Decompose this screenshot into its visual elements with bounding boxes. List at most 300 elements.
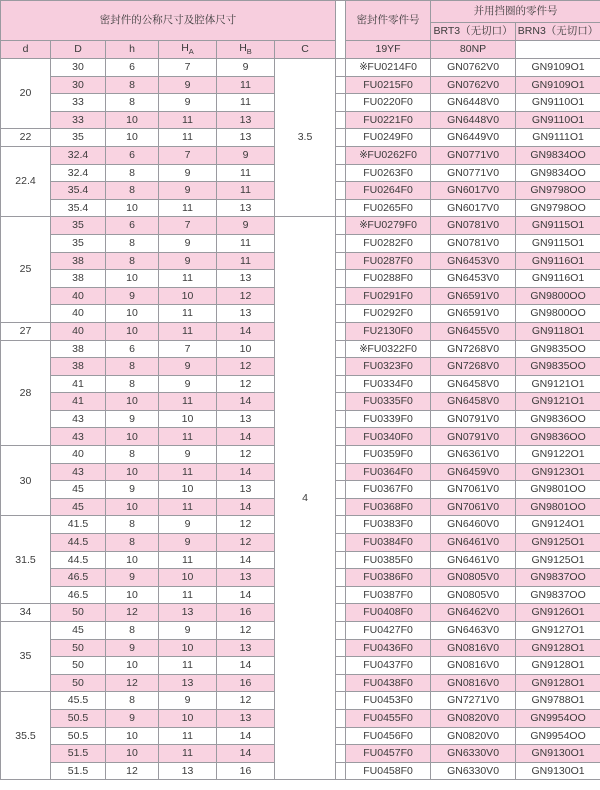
- cell-D: 35: [51, 129, 106, 147]
- cell-D: 43: [51, 463, 106, 481]
- cell-brn3: GN9125O1: [516, 534, 600, 552]
- cell-brt3: GN0771V0: [431, 164, 516, 182]
- cell-h: 10: [106, 463, 159, 481]
- cell-h: 8: [106, 622, 159, 640]
- spacer-cell: [336, 446, 346, 464]
- spacer-cell: [336, 745, 346, 763]
- cell-brn3: GN9836OO: [516, 410, 600, 428]
- cell-HA: 11: [159, 111, 217, 129]
- note-mark-icon: ※: [359, 61, 367, 73]
- cell-brt3: GN7268V0: [431, 340, 516, 358]
- header-col-h: h: [106, 41, 159, 59]
- cell-brt3: GN6330V0: [431, 762, 516, 780]
- part-number-text: FU0457F0: [363, 747, 413, 759]
- cell-HA: 11: [159, 199, 217, 217]
- part-number-text: FU0335F0: [363, 395, 413, 407]
- spacer-cell: [336, 164, 346, 182]
- cell-brt3: GN6448V0: [431, 94, 516, 112]
- cell-part-number: [346, 270, 431, 288]
- cell-h: 8: [106, 375, 159, 393]
- cell-part-number: [346, 709, 431, 727]
- cell-HA: 9: [159, 94, 217, 112]
- spacer-cell: [336, 76, 346, 94]
- cell-part-number: [346, 692, 431, 710]
- cell-brn3: GN9128O1: [516, 639, 600, 657]
- cell-HA: 9: [159, 516, 217, 534]
- cell-HA: 13: [159, 674, 217, 692]
- cell-HB: 12: [217, 358, 275, 376]
- cell-HA: 7: [159, 217, 217, 235]
- spacer-cell: [336, 305, 346, 323]
- cell-HB: 13: [217, 305, 275, 323]
- cell-brt3: GN6459V0: [431, 463, 516, 481]
- cell-part-number: [346, 463, 431, 481]
- cell-D: 38: [51, 340, 106, 358]
- cell-brn3: GN9111O1: [516, 129, 600, 147]
- cell-D: 30: [51, 76, 106, 94]
- cell-D: 50: [51, 639, 106, 657]
- cell-HA: 7: [159, 146, 217, 164]
- cell-brt3: GN7268V0: [431, 358, 516, 376]
- part-number-text: FU0265F0: [363, 202, 413, 214]
- cell-part-number: [346, 428, 431, 446]
- cell-part-number: [346, 410, 431, 428]
- cell-part-number: [346, 234, 431, 252]
- cell-D: 40: [51, 322, 106, 340]
- cell-brn3: GN9837OO: [516, 586, 600, 604]
- cell-D: 45.5: [51, 692, 106, 710]
- cell-HA: 10: [159, 287, 217, 305]
- cell-brn3: GN9837OO: [516, 569, 600, 587]
- cell-HB: 14: [217, 586, 275, 604]
- cell-D: 38: [51, 252, 106, 270]
- cell-HB: 16: [217, 604, 275, 622]
- cell-HB: 12: [217, 375, 275, 393]
- cell-brt3: GN0816V0: [431, 657, 516, 675]
- cell-HA: 11: [159, 393, 217, 411]
- part-number-text: FU0383F0: [363, 518, 413, 530]
- cell-part-number: [346, 199, 431, 217]
- spacer-cell: [336, 410, 346, 428]
- cell-brn3: GN9954OO: [516, 727, 600, 745]
- cell-HB: 14: [217, 428, 275, 446]
- cell-h: 9: [106, 287, 159, 305]
- cell-part-number: [346, 322, 431, 340]
- part-number-text: FU0282F0: [363, 237, 413, 249]
- part-number-text: FU0279F0: [367, 219, 417, 231]
- cell-h: 10: [106, 199, 159, 217]
- spacer-cell: [336, 393, 346, 411]
- cell-part-number: [346, 146, 431, 164]
- cell-brn3: GN9800OO: [516, 287, 600, 305]
- cell-D: 50: [51, 657, 106, 675]
- cell-brn3: GN9834OO: [516, 164, 600, 182]
- table-body: [1, 59, 600, 780]
- cell-d: 35.5: [1, 692, 51, 780]
- cell-HB: 13: [217, 410, 275, 428]
- cell-D: 50.5: [51, 727, 106, 745]
- cell-HA: 11: [159, 745, 217, 763]
- header-brn3-sub: 80NP: [431, 41, 516, 59]
- header-brt3: BRT3（无切口）: [431, 23, 516, 41]
- cell-d: 31.5: [1, 516, 51, 604]
- cell-brt3: GN0816V0: [431, 674, 516, 692]
- cell-part-number: [346, 762, 431, 780]
- cell-HB: 12: [217, 516, 275, 534]
- cell-HB: 12: [217, 692, 275, 710]
- cell-HA: 9: [159, 622, 217, 640]
- cell-h: 9: [106, 569, 159, 587]
- cell-d: 28: [1, 340, 51, 446]
- spacer-cell: [336, 498, 346, 516]
- header-col-HB-base: H: [239, 42, 247, 54]
- part-number-text: FU0249F0: [363, 131, 413, 143]
- cell-brt3: GN6361V0: [431, 446, 516, 464]
- spacer-cell: [336, 94, 346, 112]
- cell-brn3: GN9115O1: [516, 234, 600, 252]
- header-col-D: D: [51, 41, 106, 59]
- cell-h: 6: [106, 146, 159, 164]
- part-number-text: FU0220F0: [363, 96, 413, 108]
- cell-brt3: GN6017V0: [431, 182, 516, 200]
- cell-part-number: [346, 622, 431, 640]
- cell-HB: 12: [217, 287, 275, 305]
- cell-part-number: [346, 305, 431, 323]
- part-number-text: FU2130F0: [363, 325, 413, 337]
- cell-h: 10: [106, 551, 159, 569]
- cell-brn3: GN9125O1: [516, 551, 600, 569]
- cell-HA: 11: [159, 428, 217, 446]
- cell-D: 50.5: [51, 709, 106, 727]
- cell-brt3: GN0781V0: [431, 217, 516, 235]
- cell-brn3: GN9118O1: [516, 322, 600, 340]
- cell-HA: 9: [159, 375, 217, 393]
- part-number-text: FU0436F0: [363, 642, 413, 654]
- cell-brt3: GN6453V0: [431, 252, 516, 270]
- part-number-text: FU0408F0: [363, 606, 413, 618]
- spacer-cell: [336, 622, 346, 640]
- cell-D: 44.5: [51, 534, 106, 552]
- cell-part-number: [346, 657, 431, 675]
- cell-part-number: [346, 287, 431, 305]
- cell-HB: 16: [217, 762, 275, 780]
- spacer-cell: [336, 586, 346, 604]
- cell-brn3: GN9116O1: [516, 252, 600, 270]
- spacer-cell: [336, 762, 346, 780]
- spacer-cell: [336, 217, 346, 235]
- part-number-text: FU0339F0: [363, 413, 413, 425]
- cell-brt3: GN6458V0: [431, 393, 516, 411]
- cell-HB: 11: [217, 252, 275, 270]
- cell-h: 12: [106, 762, 159, 780]
- cell-HA: 9: [159, 534, 217, 552]
- cell-brt3: GN7061V0: [431, 498, 516, 516]
- part-number-text: FU0453F0: [363, 694, 413, 706]
- cell-HA: 7: [159, 340, 217, 358]
- note-mark-icon: ※: [359, 219, 367, 231]
- cell-brn3: GN9109O1: [516, 59, 600, 77]
- cell-h: 8: [106, 358, 159, 376]
- cell-part-number: [346, 446, 431, 464]
- spacer-cell: [336, 709, 346, 727]
- cell-d: 22.4: [1, 146, 51, 216]
- cell-D: 41: [51, 375, 106, 393]
- cell-part-number: [346, 586, 431, 604]
- part-number-text: FU0438F0: [363, 677, 413, 689]
- cell-part-number: [346, 358, 431, 376]
- cell-HA: 9: [159, 182, 217, 200]
- spacer-cell: [336, 481, 346, 499]
- cell-brt3: GN0805V0: [431, 586, 516, 604]
- cell-HA: 9: [159, 446, 217, 464]
- part-number-text: FU0215F0: [363, 79, 413, 91]
- cell-part-number: [346, 182, 431, 200]
- header-row-symbols: [1, 41, 600, 59]
- cell-D: 38: [51, 358, 106, 376]
- cell-brt3: GN6449V0: [431, 129, 516, 147]
- spacer-cell: [336, 639, 346, 657]
- cell-h: 10: [106, 270, 159, 288]
- spacer-cell: [336, 270, 346, 288]
- cell-h: 9: [106, 709, 159, 727]
- cell-brn3: GN9116O1: [516, 270, 600, 288]
- spacer-cell: [336, 59, 346, 77]
- cell-d: 27: [1, 322, 51, 340]
- cell-HB: 13: [217, 709, 275, 727]
- cell-D: 40: [51, 446, 106, 464]
- cell-HB: 16: [217, 674, 275, 692]
- cell-h: 10: [106, 393, 159, 411]
- cell-HA: 10: [159, 569, 217, 587]
- cell-HB: 12: [217, 622, 275, 640]
- cell-brt3: GN6461V0: [431, 534, 516, 552]
- cell-brt3: GN6017V0: [431, 199, 516, 217]
- cell-brt3: GN6591V0: [431, 287, 516, 305]
- cell-HA: 10: [159, 481, 217, 499]
- spacer-cell: [336, 111, 346, 129]
- cell-brn3: GN9123O1: [516, 463, 600, 481]
- cell-h: 9: [106, 639, 159, 657]
- cell-d: 34: [1, 604, 51, 622]
- table-head: [1, 1, 600, 59]
- part-number-text: FU0291F0: [363, 290, 413, 302]
- cell-HA: 10: [159, 709, 217, 727]
- cell-HB: 9: [217, 146, 275, 164]
- part-number-text: FU0292F0: [363, 307, 413, 319]
- cell-brn3: GN9122O1: [516, 446, 600, 464]
- cell-D: 30: [51, 59, 106, 77]
- cell-HB: 14: [217, 498, 275, 516]
- header-group-backup-ring: 并用挡圈的零件号: [431, 1, 600, 23]
- cell-HB: 13: [217, 569, 275, 587]
- cell-h: 9: [106, 481, 159, 499]
- cell-D: 50: [51, 604, 106, 622]
- cell-part-number: [346, 252, 431, 270]
- cell-C: 3.5: [275, 59, 336, 217]
- part-number-text: FU0334F0: [363, 378, 413, 390]
- cell-brt3: GN0771V0: [431, 146, 516, 164]
- spacer-cell: [336, 534, 346, 552]
- part-number-text: FU0322F0: [367, 343, 417, 355]
- cell-brt3: GN6453V0: [431, 270, 516, 288]
- cell-brn3: GN9115O1: [516, 217, 600, 235]
- cell-h: 10: [106, 498, 159, 516]
- cell-part-number: [346, 129, 431, 147]
- spacer-cell: [336, 129, 346, 147]
- cell-HA: 11: [159, 270, 217, 288]
- cell-D: 51.5: [51, 762, 106, 780]
- cell-brn3: GN9110O1: [516, 94, 600, 112]
- part-number-text: FU0367F0: [363, 483, 413, 495]
- cell-HB: 14: [217, 393, 275, 411]
- spacer-cell: [336, 146, 346, 164]
- header-brn3: BRN3（无切口）: [516, 23, 600, 41]
- sheet-bottom-margin: [0, 780, 600, 790]
- cell-h: 8: [106, 182, 159, 200]
- cell-brn3: GN9798OO: [516, 182, 600, 200]
- cell-HB: 13: [217, 129, 275, 147]
- cell-part-number: [346, 164, 431, 182]
- cell-h: 8: [106, 76, 159, 94]
- header-group-nominal-dimensions: 密封件的公称尺寸及腔体尺寸: [1, 1, 336, 41]
- cell-D: 41.5: [51, 516, 106, 534]
- spacer-cell: [336, 569, 346, 587]
- header-col-d: d: [1, 41, 51, 59]
- cell-brn3: GN9126O1: [516, 604, 600, 622]
- cell-part-number: [346, 94, 431, 112]
- part-number-text: FU0384F0: [363, 536, 413, 548]
- cell-part-number: [346, 340, 431, 358]
- cell-brt3: GN0781V0: [431, 234, 516, 252]
- table-row: [1, 217, 600, 235]
- header-part-number: 密封件零件号: [346, 1, 431, 41]
- cell-HB: 14: [217, 727, 275, 745]
- cell-HB: 12: [217, 534, 275, 552]
- cell-brt3: GN0805V0: [431, 569, 516, 587]
- cell-HA: 13: [159, 762, 217, 780]
- cell-h: 10: [106, 657, 159, 675]
- part-number-text: FU0386F0: [363, 571, 413, 583]
- spacer-cell: [336, 375, 346, 393]
- spacer-column: [336, 1, 346, 59]
- cell-part-number: [346, 639, 431, 657]
- part-number-text: FU0427F0: [363, 624, 413, 636]
- spacer-cell: [336, 692, 346, 710]
- cell-part-number: [346, 604, 431, 622]
- cell-D: 35: [51, 234, 106, 252]
- cell-h: 10: [106, 111, 159, 129]
- cell-HA: 11: [159, 727, 217, 745]
- cell-HB: 13: [217, 111, 275, 129]
- cell-brn3: GN9836OO: [516, 428, 600, 446]
- cell-D: 33: [51, 94, 106, 112]
- cell-brt3: GN0820V0: [431, 727, 516, 745]
- cell-part-number: [346, 727, 431, 745]
- cell-HA: 11: [159, 657, 217, 675]
- header-col-HA-sub: A: [189, 47, 194, 56]
- cell-HB: 10: [217, 340, 275, 358]
- cell-HB: 13: [217, 270, 275, 288]
- cell-D: 40: [51, 305, 106, 323]
- part-number-text: FU0455F0: [363, 712, 413, 724]
- cell-d: 22: [1, 129, 51, 147]
- part-number-text: FU0262F0: [367, 149, 417, 161]
- cell-HB: 11: [217, 94, 275, 112]
- cell-h: 8: [106, 94, 159, 112]
- cell-brt3: GN6462V0: [431, 604, 516, 622]
- part-number-text: FU0221F0: [363, 114, 413, 126]
- cell-HA: 9: [159, 164, 217, 182]
- cell-D: 45: [51, 481, 106, 499]
- spacer-cell: [336, 234, 346, 252]
- cell-D: 41: [51, 393, 106, 411]
- cell-brn3: GN9954OO: [516, 709, 600, 727]
- cell-brt3: GN0791V0: [431, 428, 516, 446]
- cell-h: 8: [106, 534, 159, 552]
- cell-brt3: GN6448V0: [431, 111, 516, 129]
- spacer-cell: [336, 428, 346, 446]
- part-number-text: FU0287F0: [363, 255, 413, 267]
- spacer-cell: [336, 340, 346, 358]
- cell-brn3: GN9127O1: [516, 622, 600, 640]
- cell-D: 32.4: [51, 146, 106, 164]
- cell-part-number: [346, 375, 431, 393]
- cell-HA: 9: [159, 234, 217, 252]
- cell-D: 45: [51, 498, 106, 516]
- cell-h: 6: [106, 217, 159, 235]
- cell-brt3: GN6461V0: [431, 551, 516, 569]
- cell-D: 38: [51, 270, 106, 288]
- cell-D: 50: [51, 674, 106, 692]
- part-number-text: FU0263F0: [363, 167, 413, 179]
- spacer-cell: [336, 287, 346, 305]
- cell-D: 40: [51, 287, 106, 305]
- cell-part-number: [346, 217, 431, 235]
- spacer-cell: [336, 727, 346, 745]
- cell-D: 35.4: [51, 199, 106, 217]
- cell-D: 35: [51, 217, 106, 235]
- cell-part-number: [346, 498, 431, 516]
- cell-h: 6: [106, 340, 159, 358]
- cell-brn3: GN9798OO: [516, 199, 600, 217]
- cell-h: 10: [106, 745, 159, 763]
- header-col-HA-base: H: [181, 42, 189, 54]
- cell-d: 25: [1, 217, 51, 323]
- cell-brt3: GN6455V0: [431, 322, 516, 340]
- header-row-group: [1, 1, 600, 23]
- cell-D: 43: [51, 428, 106, 446]
- cell-HB: 14: [217, 463, 275, 481]
- cell-part-number: [346, 534, 431, 552]
- cell-HA: 11: [159, 322, 217, 340]
- part-number-text: FU0385F0: [363, 554, 413, 566]
- cell-brn3: GN9800OO: [516, 305, 600, 323]
- cell-HB: 11: [217, 182, 275, 200]
- cell-D: 46.5: [51, 586, 106, 604]
- cell-D: 44.5: [51, 551, 106, 569]
- cell-h: 6: [106, 59, 159, 77]
- cell-part-number: [346, 551, 431, 569]
- cell-brt3: GN0791V0: [431, 410, 516, 428]
- part-number-text: FU0387F0: [363, 589, 413, 601]
- cell-HA: 11: [159, 305, 217, 323]
- cell-h: 12: [106, 674, 159, 692]
- header-col-HA: [159, 41, 217, 59]
- cell-d: 35: [1, 622, 51, 692]
- cell-HA: 7: [159, 59, 217, 77]
- cell-brt3: GN7061V0: [431, 481, 516, 499]
- cell-HB: 13: [217, 639, 275, 657]
